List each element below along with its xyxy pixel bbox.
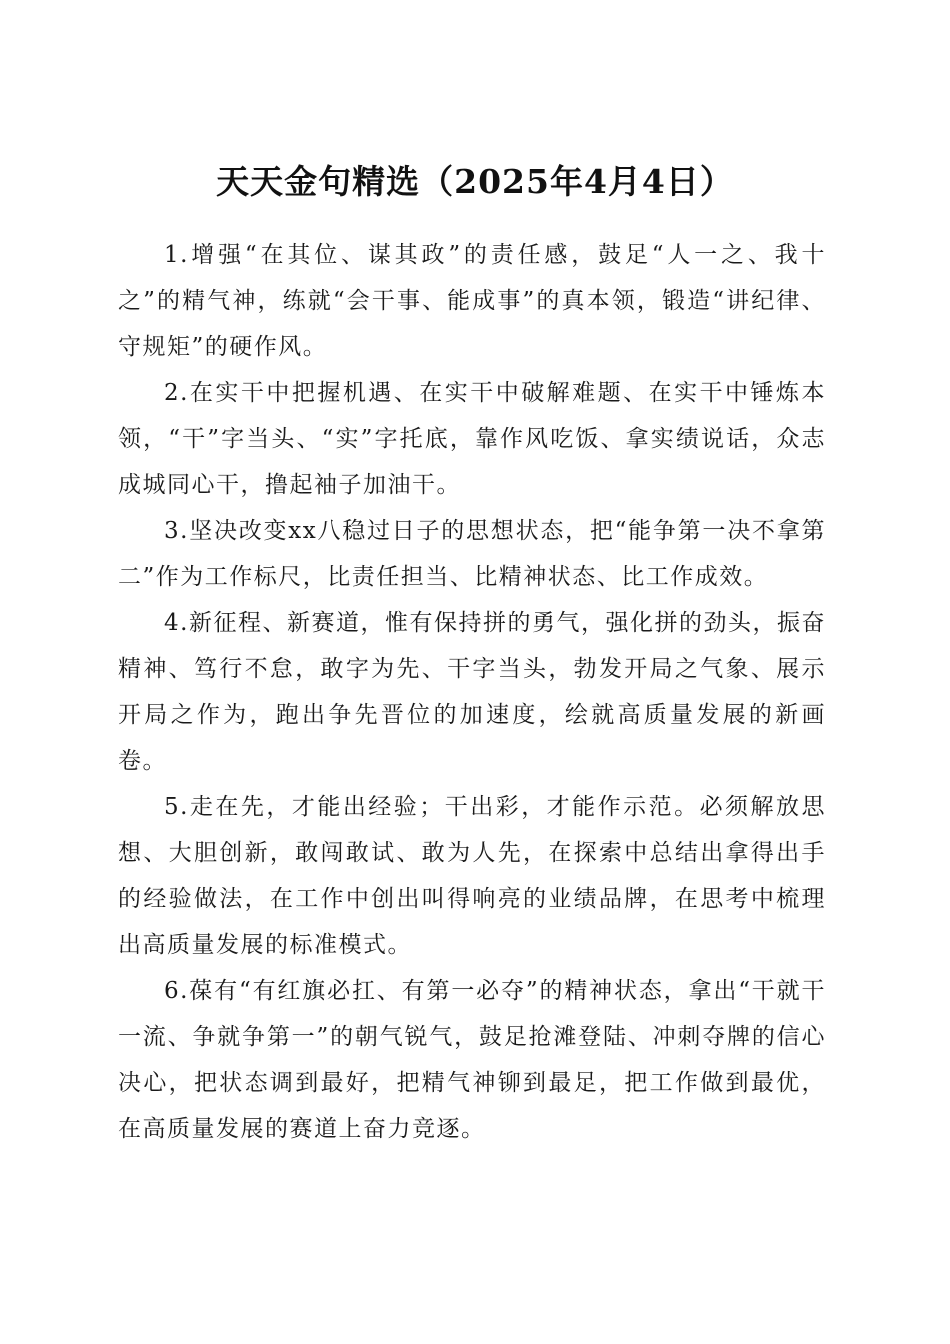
paragraph-6: 6.葆有“有红旗必扛、有第一必夺”的精神状态，拿出“干就干一流、争就争第一”的朝气锐气，鼓足抢滩登陆、冲刺夺牌的信心决心，把状态调到最好，把精气神铆到最足，把工作做到最优，在高质量发展的赛道上奋力竞逐。 — [118, 978, 826, 1142]
paragraph-1: 1.增强“在其位、谋其政”的责任感，鼓足“人一之、我十之”的精气神，练就“会干事、能成事”的真本领，锻造“讲纪律、守规矩”的硬作风。 — [118, 242, 826, 360]
paragraph-2: 2.在实干中把握机遇、在实干中破解难题、在实干中锤炼本领，“干”字当头、“实”字托底，靠作风吃饭、拿实绩说话，众志成城同心干，撸起袖子加油干。 — [118, 380, 826, 498]
document-title: 天天金句精选（2025年4月4日） — [216, 162, 734, 202]
document-body — [118, 232, 826, 1152]
paragraph-4: 4.新征程、新赛道，惟有保持拼的勇气，强化拼的劲头，振奋精神、笃行不怠，敢字为先、干字当头，勃发开局之气象、展示开局之作为，跑出争先晋位的加速度，绘就高质量发展的新画卷。 — [118, 610, 826, 774]
paragraph-5: 5.走在先，才能出经验；干出彩，才能作示范。必须解放思想、大胆创新，敢闯敢试、敢为人先，在探索中总结出拿得出手的经验做法，在工作中创出叫得响亮的业绩品牌，在思考中梳理出高质量发展的标准模式。 — [118, 794, 826, 958]
paragraph-3: 3.坚决改变xx八稳过日子的思想状态，把“能争第一决不拿第二”作为工作标尺，比责任担当、比精神状态、比工作成效。 — [118, 518, 826, 590]
